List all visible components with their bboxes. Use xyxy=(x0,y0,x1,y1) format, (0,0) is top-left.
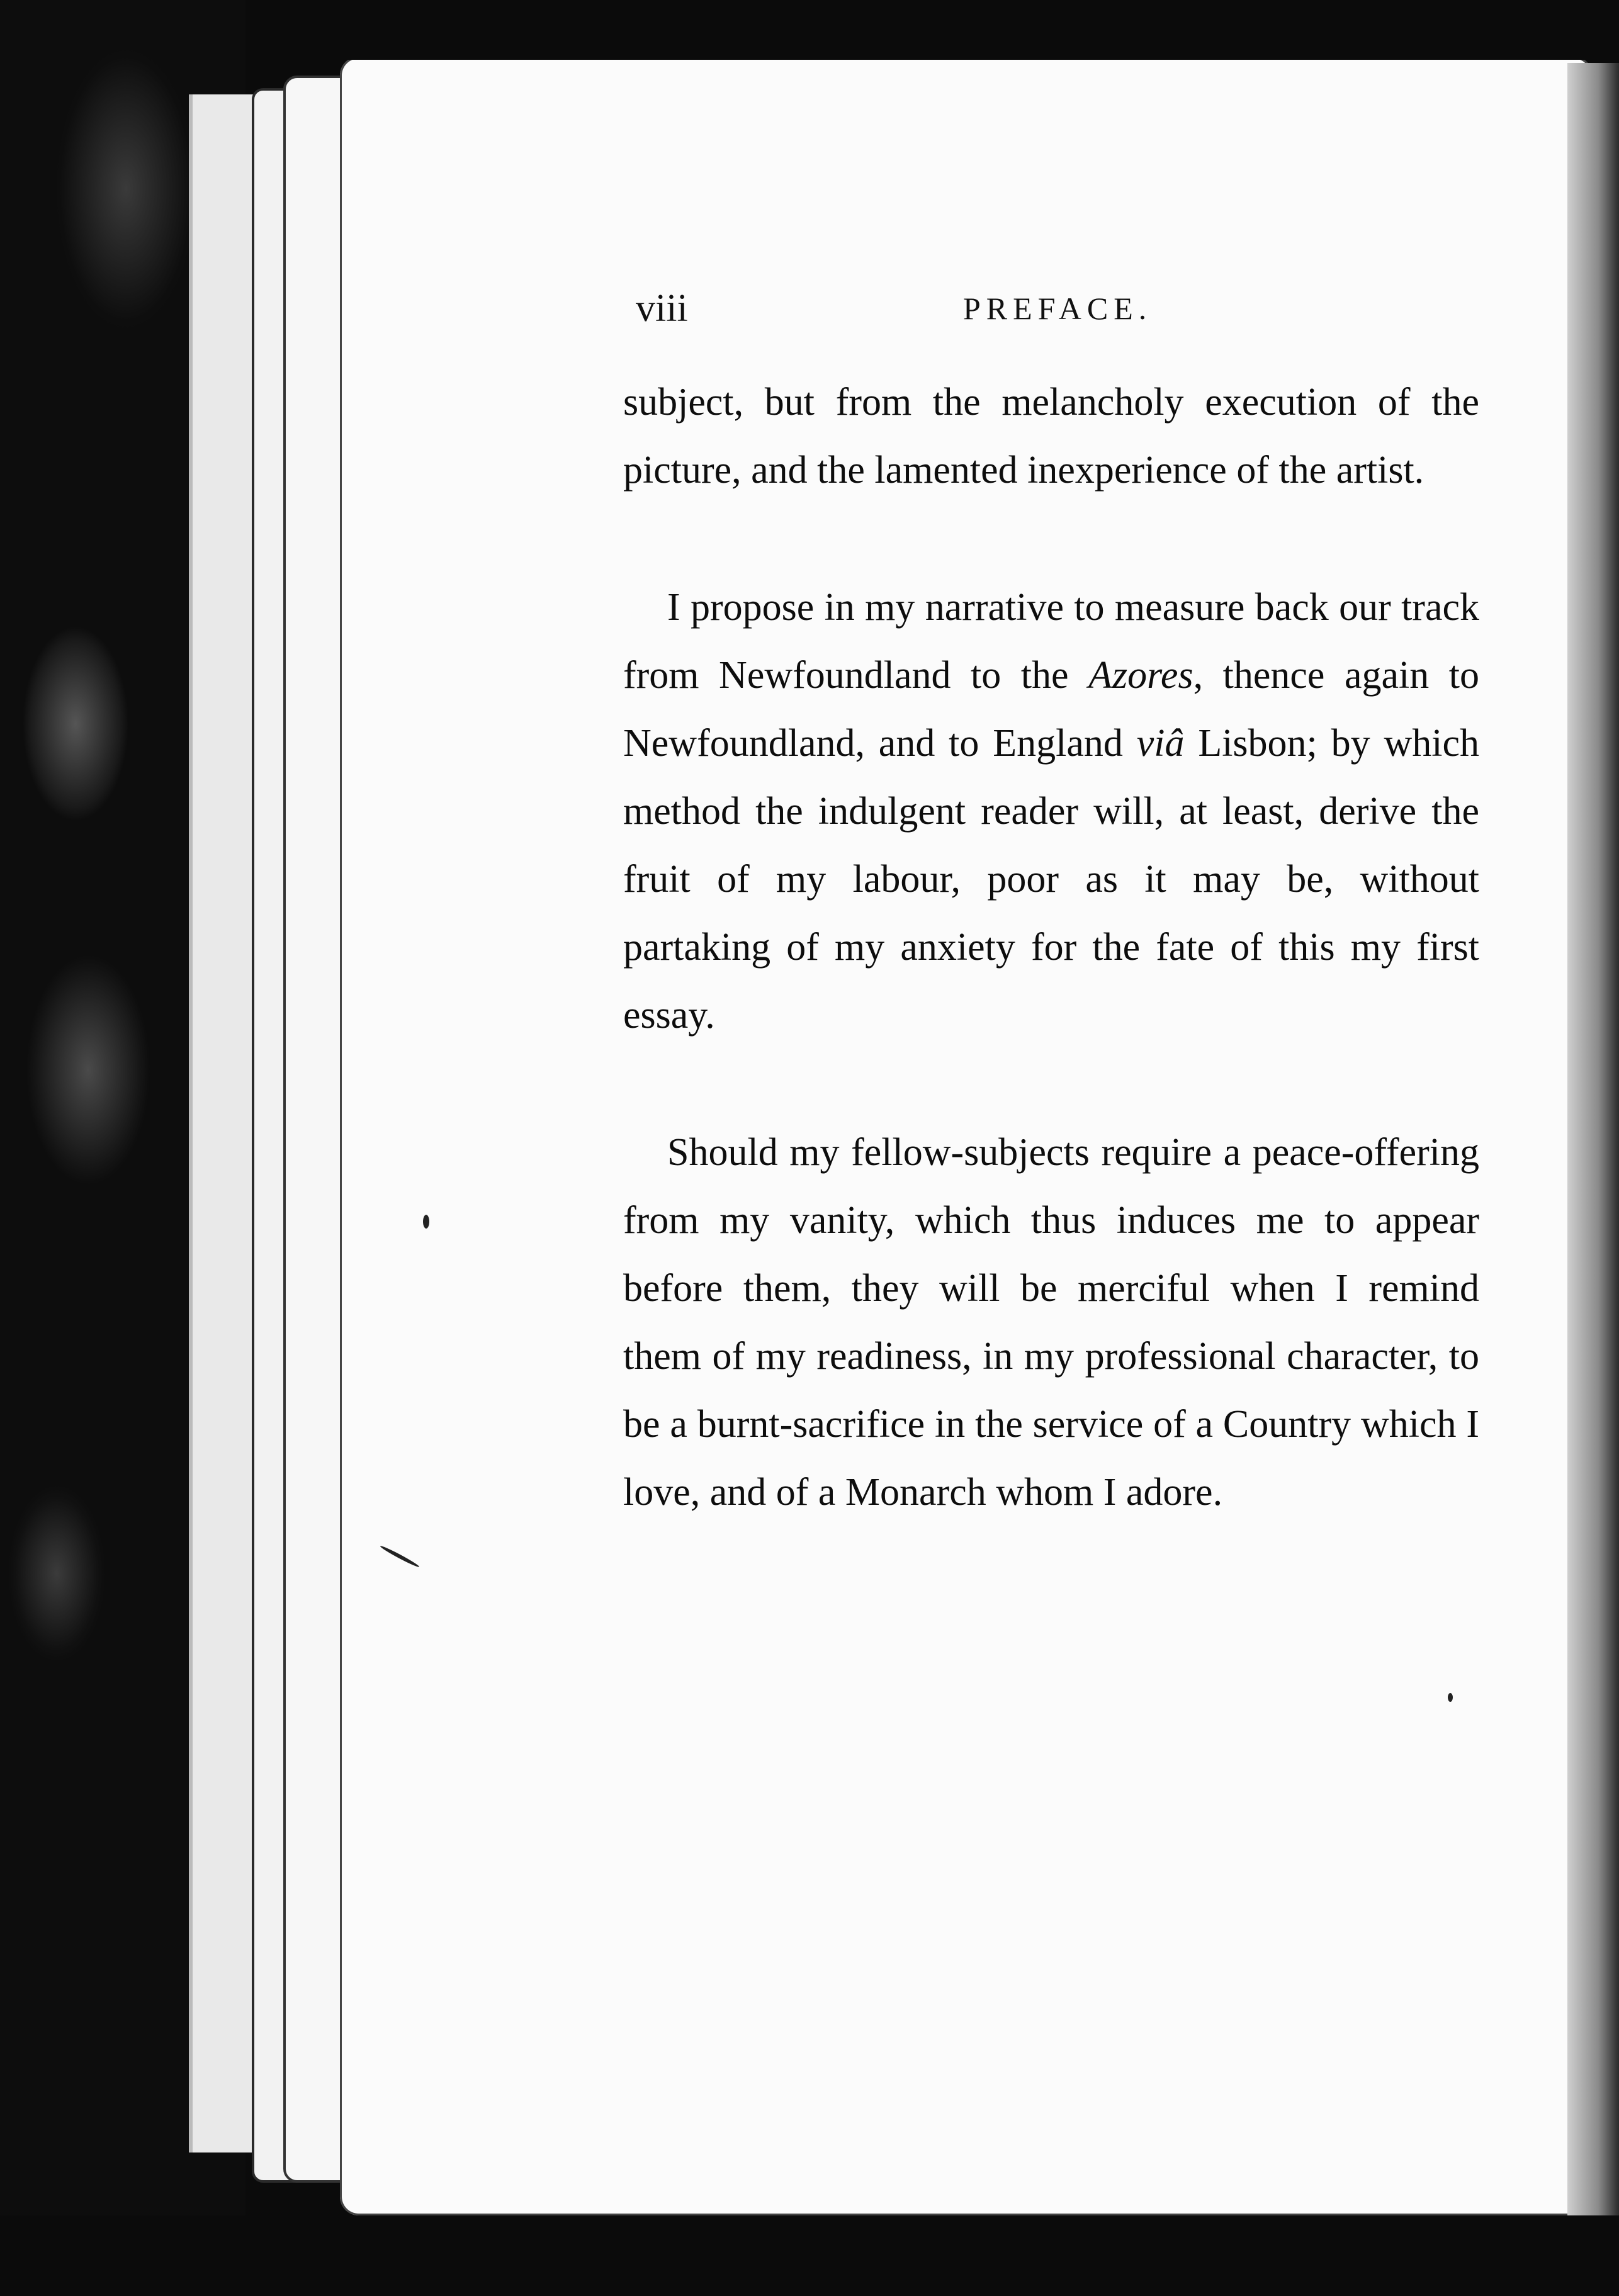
ink-speck xyxy=(423,1215,429,1229)
paragraph-text: , thence again to Newfoundland, and to England xyxy=(623,654,1479,765)
italic-place-name: Azores xyxy=(1088,654,1193,697)
underlying-page-edge xyxy=(189,94,262,2152)
paragraph-text: subject, but from the melancholy execution of the picture, and the lamented inexperience of the artist. xyxy=(623,381,1479,492)
page-header xyxy=(636,286,1504,337)
italic-word: viâ xyxy=(1136,722,1185,765)
paragraph-text: Should my fellow-subjects require a peace-offering from my vanity, which thus induces me to appear before them, they will be merciful when I remind them of my readiness, in my professional character, to be a burnt-sacrifice in the service of a Country which I love, and of a Monarch whom I adore. xyxy=(623,1131,1479,1514)
page-number: viii xyxy=(636,287,688,330)
running-head: PREFACE. xyxy=(963,291,1153,326)
scan-top-border xyxy=(340,0,1619,60)
page-right-edge xyxy=(1567,63,1619,2234)
ink-speck xyxy=(1448,1693,1453,1702)
paragraph xyxy=(623,573,1479,1049)
paragraph-text: I propose in my narrative to measure back our track from Newfoundland to the xyxy=(623,586,1479,697)
paragraph xyxy=(623,368,1479,504)
paragraph xyxy=(623,1118,1479,1526)
scan-bottom-border xyxy=(0,2215,1619,2296)
page-body xyxy=(623,368,1479,1526)
paragraph-text: Lisbon; by which method the indulgent reader will, at least, derive the fruit of my labour, poor as it may be, without partaking of my anxiety for the fate of this my first essay. xyxy=(623,722,1479,1037)
